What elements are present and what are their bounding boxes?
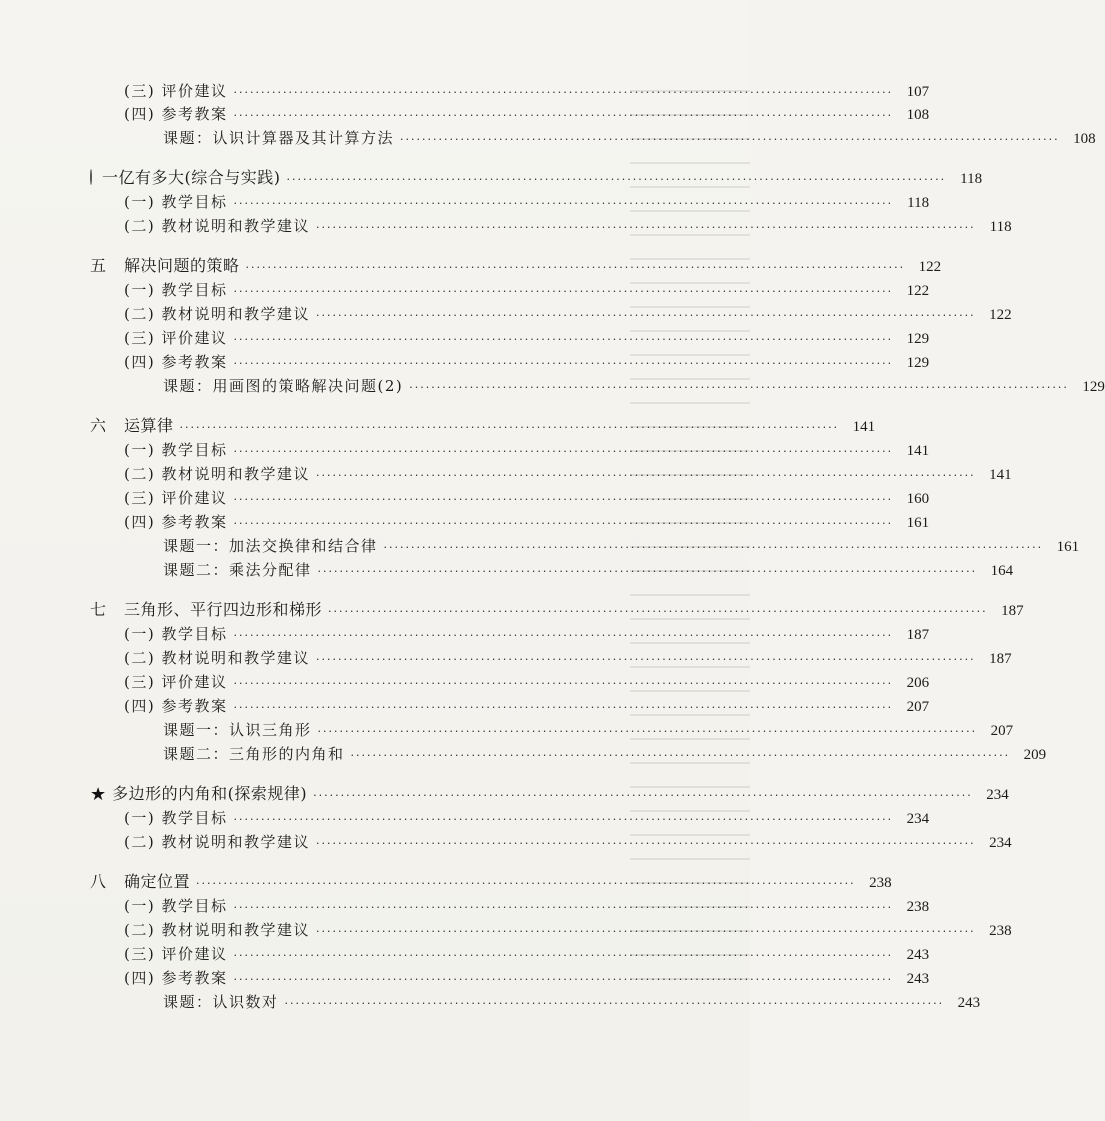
dot-leader: ························································································································ [286, 173, 947, 186]
page-number: 122 [906, 283, 930, 299]
toc-entry-title: 确定位置 [124, 872, 191, 891]
page-number: 108 [906, 107, 930, 123]
dot-leader: ························································································································ [315, 221, 976, 234]
toc-section-entry [124, 350, 930, 374]
dot-leader: ························································································································ [315, 469, 976, 482]
dot-leader: ························································································································ [196, 877, 856, 890]
dot-leader: ························································································································ [179, 421, 840, 434]
toc-entry-title: 运算律 [124, 416, 174, 435]
page-number: 107 [906, 84, 930, 100]
page-number: 234 [906, 811, 930, 827]
page-number: 209 [1023, 747, 1047, 763]
dot-leader: ························································································································ [233, 493, 894, 506]
toc-entry-title: (二) 教材说明和教学建议 [124, 465, 310, 483]
dot-leader: ························································································································ [233, 285, 894, 298]
toc-entry-title: 多边形的内角和(探索规律) [112, 784, 308, 803]
page-number: 118 [960, 171, 983, 187]
toc-entry-title: (一) 教学目标 [124, 897, 228, 915]
dot-leader: ························································································································ [315, 309, 976, 322]
dot-leader: ························································································································ [313, 789, 973, 802]
page-number: 160 [906, 491, 930, 507]
toc-section-entry [124, 510, 930, 534]
toc-chapter-entry [90, 782, 1009, 806]
dot-leader: ························································································································ [233, 86, 894, 99]
page-number: 122 [918, 259, 942, 275]
toc-entry-title: (三) 评价建议 [124, 945, 228, 963]
chapter-number: 八 [90, 872, 107, 891]
dot-leader: ························································································································ [350, 749, 1011, 762]
page-number: 122 [989, 307, 1012, 323]
toc-entry-title: 三角形、平行四边形和梯形 [124, 600, 323, 619]
dot-leader: ························································································································ [317, 565, 978, 578]
toc-entry-title: 课题一：加法交换律和结合律 [163, 537, 378, 555]
toc-section-entry [124, 670, 930, 694]
toc-entry-title: (四) 参考教案 [124, 969, 228, 987]
toc-entry-title: (二) 教材说明和教学建议 [124, 921, 310, 939]
toc-section-entry [124, 190, 930, 214]
toc-section-entry [124, 646, 1012, 670]
dot-leader: ························································································································ [233, 333, 894, 346]
page-number: 141 [906, 443, 930, 459]
page-number: 141 [989, 467, 1012, 483]
toc-entry-title: (一) 教学目标 [124, 193, 228, 211]
toc-entry-title: 解决问题的策略 [124, 256, 240, 275]
toc-entry-title: (一) 教学目标 [124, 441, 228, 459]
dot-leader: ························································································································ [233, 701, 894, 714]
toc-entry-title: (二) 教材说明和教学建议 [124, 305, 310, 323]
toc-chapter-entry [90, 598, 1024, 622]
toc-section-entry [124, 622, 930, 646]
toc-section-entry [124, 214, 1012, 238]
toc-entry-title: (二) 教材说明和教学建议 [124, 833, 310, 851]
toc-entry-title: (四) 参考教案 [124, 105, 228, 123]
dot-leader: ························································································································ [233, 517, 894, 530]
chapter-number: 五 [90, 256, 107, 275]
toc-lesson-entry [163, 558, 1014, 582]
toc-entry-title: 课题二：乘法分配律 [163, 561, 312, 579]
toc-chapter-entry [90, 254, 942, 278]
toc-entry-title: 课题：认识数对 [163, 993, 279, 1011]
dot-leader: ························································································································ [383, 541, 1044, 554]
toc-entry-title: (二) 教材说明和教学建议 [124, 217, 310, 235]
toc-section-entry [124, 278, 930, 302]
dot-leader: ························································································································ [328, 605, 988, 618]
toc-entry-title: 课题：认识计算器及其计算方法 [163, 129, 395, 147]
page-number: 129 [1082, 379, 1105, 395]
dot-leader: ························································································································ [233, 109, 894, 122]
page-number: 206 [906, 675, 930, 691]
toc-lesson-entry [163, 718, 1014, 742]
toc-entry-title: (四) 参考教案 [124, 513, 228, 531]
page-number: 164 [990, 563, 1014, 579]
dot-leader: ························································································································ [400, 133, 1060, 146]
star-bullet-icon: ★ [90, 784, 107, 805]
toc-chapter-entry [90, 870, 892, 894]
toc-section-entry [124, 918, 1012, 942]
toc-section-entry [124, 830, 1012, 854]
toc-entry-title: 一亿有多大(综合与实践) [102, 168, 281, 187]
dot-leader: ························································································································ [233, 197, 894, 210]
page-number: 243 [906, 947, 930, 963]
toc-entry-title: (三) 评价建议 [124, 329, 228, 347]
dot-leader: ························································································································ [315, 653, 976, 666]
dot-leader: ························································································································ [233, 445, 894, 458]
page-number: 118 [907, 195, 930, 211]
page-number: 129 [906, 355, 930, 371]
chapter-number: 七 [90, 600, 107, 619]
dot-leader: ························································································································ [315, 925, 976, 938]
toc-section-entry [124, 966, 930, 990]
dot-leader: ························································································································ [233, 813, 894, 826]
page-number: 243 [957, 995, 981, 1011]
toc-section-entry [124, 894, 930, 918]
toc-section-entry [124, 806, 930, 830]
toc-section-entry [124, 326, 930, 350]
toc-entry-title: 课题二：三角形的内角和 [163, 745, 345, 763]
dot-leader: ························································································································ [233, 949, 894, 962]
toc-lesson-entry [163, 374, 1105, 398]
toc-entry-title: (一) 教学目标 [124, 809, 228, 827]
toc-entry-title: (四) 参考教案 [124, 697, 228, 715]
toc-section-entry [124, 438, 930, 462]
page-number: 243 [906, 971, 930, 987]
toc-entry-title: (三) 评价建议 [124, 489, 228, 507]
dot-leader: ························································································································ [233, 357, 894, 370]
toc-entry-title: (三) 评价建议 [124, 82, 228, 100]
dot-leader: ························································································································ [233, 901, 894, 914]
page-number: 161 [906, 515, 930, 531]
page-number: 238 [989, 923, 1012, 939]
toc-entry-title: (二) 教材说明和教学建议 [124, 649, 310, 667]
page-number: 187 [989, 651, 1012, 667]
toc-section-entry [124, 486, 930, 510]
toc-entry-title: (三) 评价建议 [124, 673, 228, 691]
circle-bullet-icon [90, 169, 92, 185]
page-number: 238 [869, 875, 892, 891]
toc-chapter-entry [90, 414, 876, 438]
page-number: 161 [1056, 539, 1080, 555]
toc-section-entry [124, 942, 930, 966]
toc-entry-title: 课题：用画图的策略解决问题(2) [163, 377, 404, 395]
page-number: 187 [906, 627, 930, 643]
dot-leader: ························································································································ [233, 677, 894, 690]
page-number: 238 [906, 899, 930, 915]
page-number: 129 [906, 331, 930, 347]
page-number: 207 [906, 699, 930, 715]
page-number: 118 [989, 219, 1012, 235]
dot-leader: ························································································································ [315, 837, 976, 850]
toc-section-entry [124, 102, 930, 126]
dot-leader: ························································································································ [317, 725, 978, 738]
page-number: 141 [852, 419, 876, 435]
toc-lesson-entry [163, 990, 981, 1014]
page-number: 234 [986, 787, 1009, 803]
toc-lesson-entry [163, 126, 1096, 150]
dot-leader: ························································································································ [233, 629, 894, 642]
toc-lesson-entry [163, 534, 1080, 558]
page-number: 234 [989, 835, 1012, 851]
dot-leader: ························································································································ [245, 261, 906, 274]
toc-entry-title: 课题一：认识三角形 [163, 721, 312, 739]
chapter-number: 六 [90, 416, 107, 435]
toc-entry-title: (一) 教学目标 [124, 281, 228, 299]
toc-entry-title: (四) 参考教案 [124, 353, 228, 371]
dot-leader: ························································································································ [233, 973, 894, 986]
toc-lesson-entry [163, 742, 1047, 766]
toc-section-entry [124, 694, 930, 718]
dot-leader: ························································································································ [409, 381, 1069, 394]
toc-section-entry [124, 462, 1012, 486]
dot-leader: ························································································································ [284, 997, 945, 1010]
page-number: 108 [1073, 131, 1096, 147]
page-number: 187 [1001, 603, 1024, 619]
toc-chapter-entry [90, 166, 983, 190]
toc-entry-title: (一) 教学目标 [124, 625, 228, 643]
toc-section-entry [124, 302, 1012, 326]
toc-section-entry [124, 79, 930, 103]
page-number: 207 [990, 723, 1014, 739]
